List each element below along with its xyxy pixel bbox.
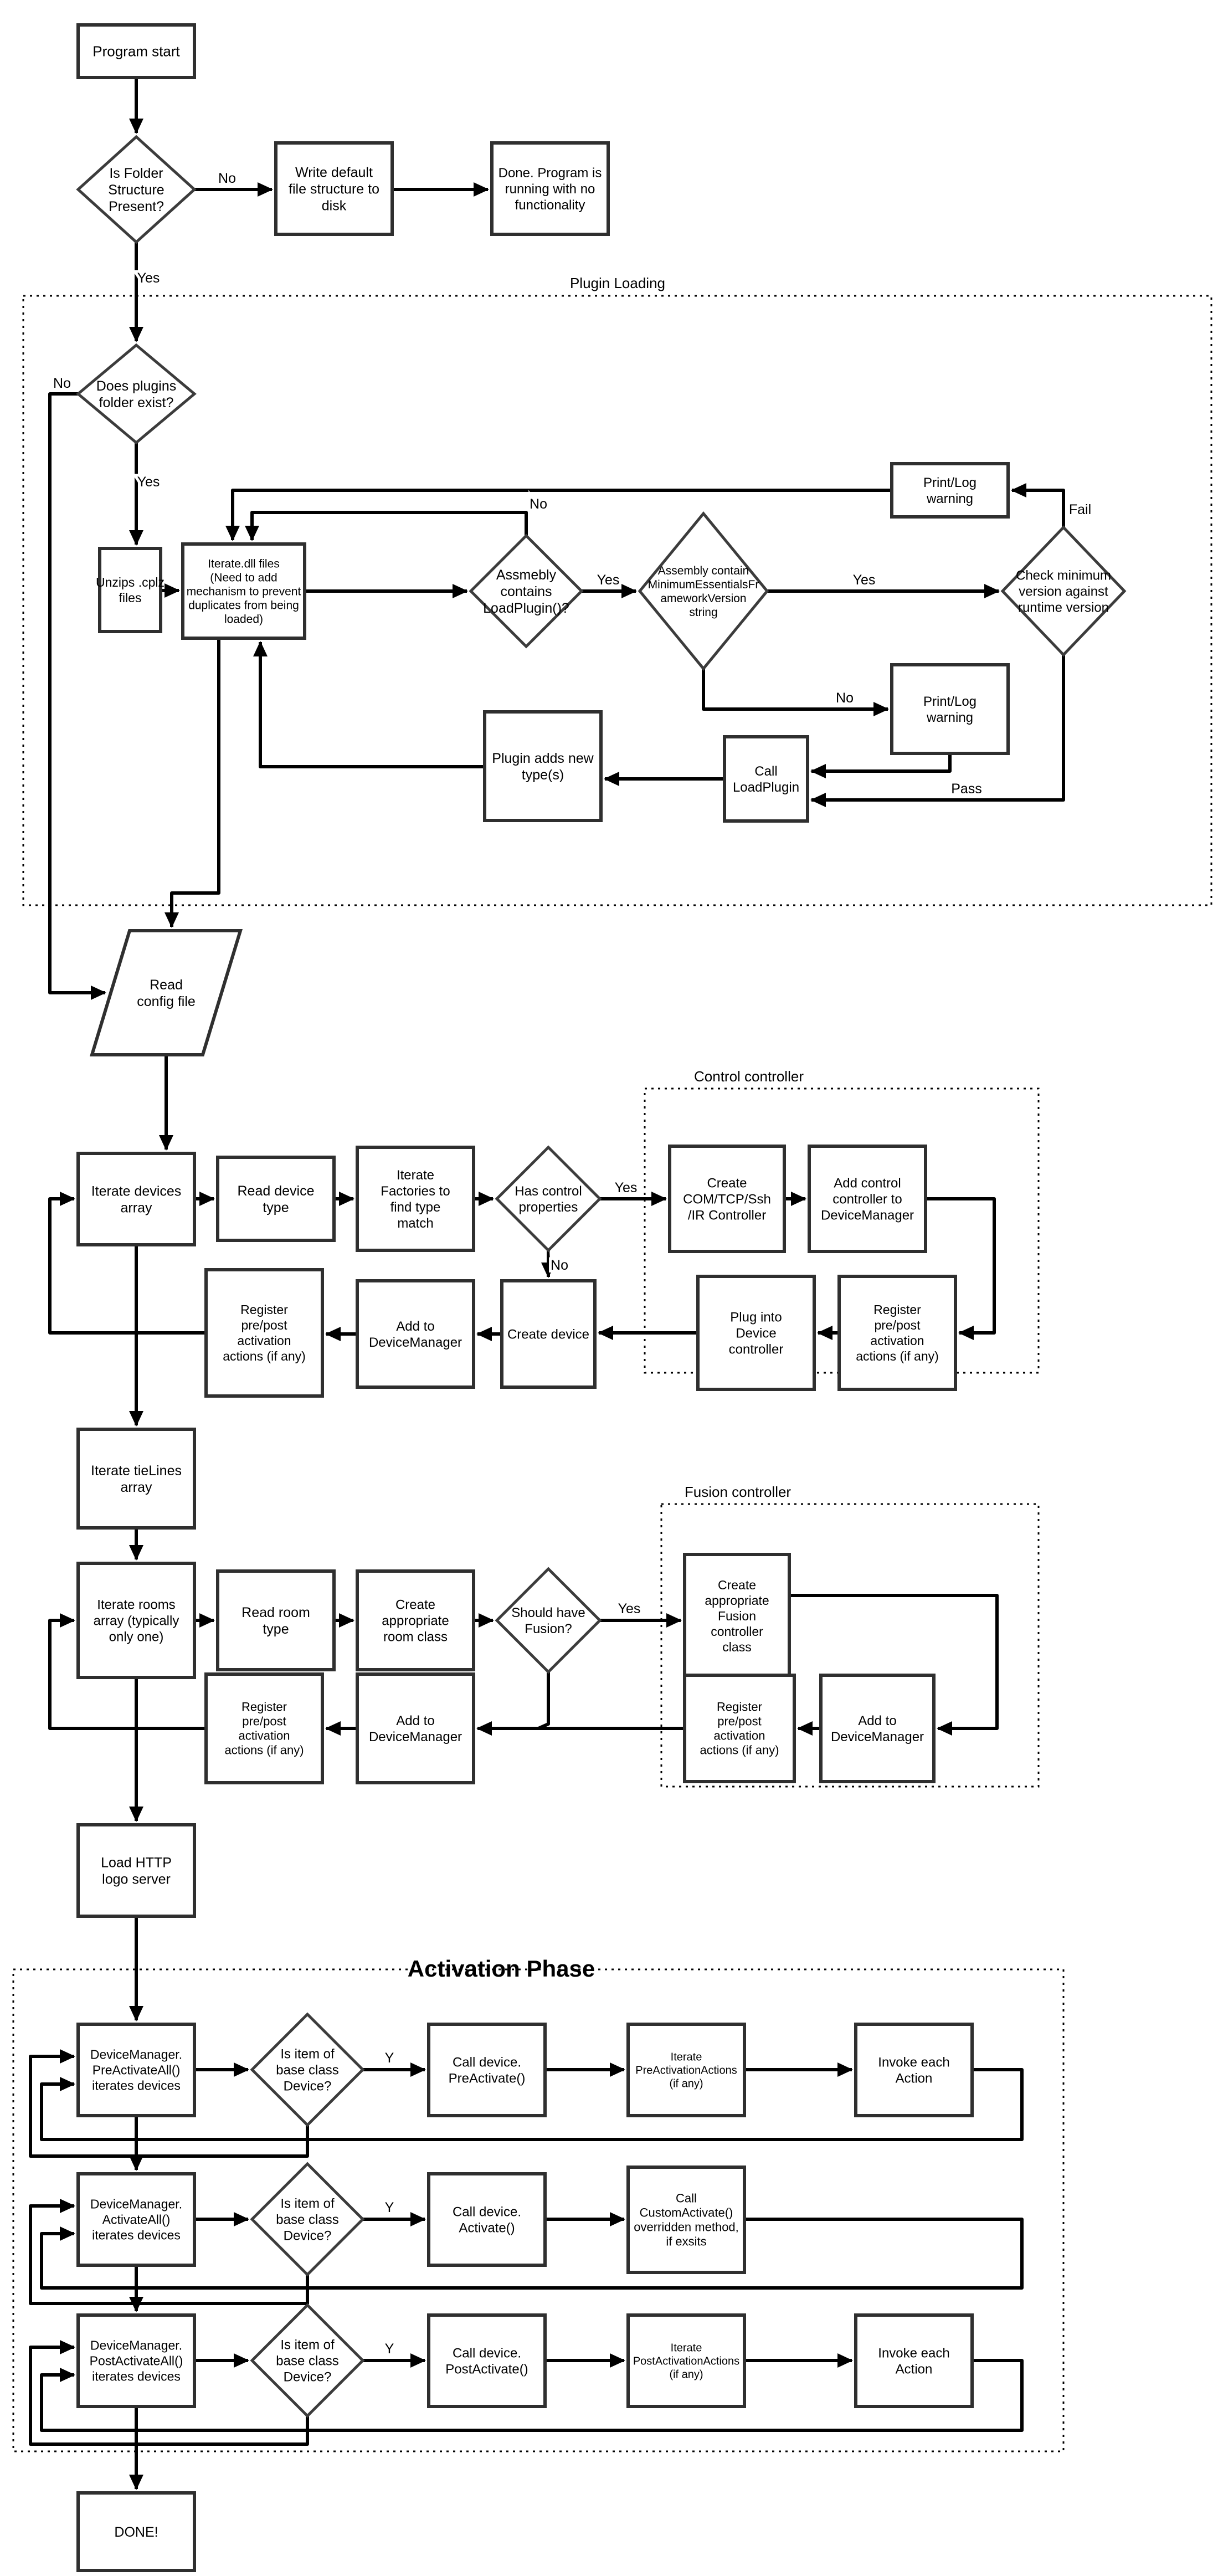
node-iterate-factories <box>357 1147 474 1250</box>
node-label-program-start: Program start <box>92 43 180 60</box>
node-label-load-http-logo-server: Load HTTP logo server <box>101 1855 172 1887</box>
node-label-iterate-postactivationactions: Iterate PostActivationActions (if any) <box>633 2342 740 2381</box>
nodes-layer <box>78 25 1124 2570</box>
node-label-iterate-preactivationactions: Iterate PreActivationActions (if any) <box>635 2051 737 2090</box>
node-label-read-room-type: Read room type <box>241 1604 310 1637</box>
node-invoke-each-action-pre <box>856 2024 972 2116</box>
edge-label-asmver-no: No <box>836 690 854 706</box>
edge-label-hascontrol-no: No <box>551 1258 568 1273</box>
node-label-plugin-adds-new-types: Plugin adds new type(s) <box>492 750 594 783</box>
node-print-log-warning-top <box>892 464 1008 517</box>
node-label-create-fusion-controller-class: Create appropriate Fusion controller class <box>705 1578 769 1655</box>
node-label-add-control-controller-to-devicemanager: Add control controller to DeviceManager <box>820 1176 914 1223</box>
decision-should-have-fusion <box>497 1569 600 1672</box>
node-label-assembly-contains-loadplugin: Assmebly contains LoadPlugin()? <box>483 567 569 616</box>
node-call-device-postactivate <box>429 2315 545 2406</box>
edge-checkver-fail <box>1012 490 1063 527</box>
node-call-device-preactivate <box>429 2024 545 2116</box>
node-label-read-config-file: Read config file <box>137 977 196 1009</box>
group-label-plugin-loading: Plugin Loading <box>569 275 666 291</box>
node-label-done-final: DONE! <box>114 2524 158 2540</box>
node-label-register-prepost-actions-fusion: Register pre/post activation actions (if any) <box>700 1700 779 1757</box>
node-label-print-log-warning-bottom: Print/Log warning <box>923 694 977 725</box>
node-call-loadplugin <box>724 737 808 821</box>
node-label-assembly-contains-version-string: Assembly contain MinimumEssentialsFr ameworkVersion string <box>647 564 759 619</box>
node-label-create-appropriate-room-class: Create appropriate room class <box>382 1597 449 1645</box>
node-invoke-each-action-post <box>856 2315 972 2406</box>
group-label-fusion-controller: Fusion controller <box>684 1484 792 1500</box>
decision-has-control-properties <box>497 1147 600 1250</box>
node-label-add-to-devicemanager-room: Add to DeviceManager <box>368 1713 462 1744</box>
edge-label-folder-no: No <box>218 171 236 186</box>
node-label-add-to-devicemanager-device: Add to DeviceManager <box>368 1318 462 1350</box>
edge-printlog-bottom-to-call <box>811 753 950 771</box>
edge-label-folder-yes: Yes <box>137 270 160 286</box>
node-iterate-devices-array <box>78 1153 194 1245</box>
edge-asmload-no <box>252 512 526 540</box>
node-label-iterate-dll-files: Iterate.dll files (Need to add mechanism to prevent duplicates from being loaded) <box>186 557 301 626</box>
node-label-invoke-each-action-post: Invoke each Action <box>878 2346 950 2377</box>
edge-label-plugins-no: No <box>53 376 71 391</box>
edge-asmver-no <box>703 669 888 709</box>
node-label-iterate-tielines-array: Iterate tieLines array <box>91 1463 182 1495</box>
edge-iterdll-to-read-config <box>172 638 219 927</box>
node-label-call-customactivate: Call CustomActivate() overridden method, if exsits <box>634 2191 739 2249</box>
node-label-register-prepost-actions-control: Register pre/post activation actions (if any) <box>856 1302 939 1364</box>
group-label-control-controller: Control controller <box>694 1068 804 1085</box>
node-label-is-item-base-class-device-1: Is item of base class Device? <box>276 2046 339 2094</box>
node-label-add-to-devicemanager-fusion: Add to DeviceManager <box>830 1713 924 1744</box>
node-label-iterate-devices-array: Iterate devices array <box>91 1183 182 1216</box>
node-print-log-warning-bottom <box>892 665 1008 753</box>
node-add-to-devicemanager-room <box>357 1674 474 1783</box>
node-label-register-prepost-actions-room: Register pre/post activation actions (if any) <box>224 1700 304 1757</box>
node-label-should-have-fusion: Should have Fusion? <box>511 1605 585 1636</box>
edge-label-checkver-fail: Fail <box>1068 502 1092 517</box>
edge-label-hascontrol-yes: Yes <box>614 1180 638 1195</box>
node-label-print-log-warning-top: Print/Log warning <box>923 475 977 506</box>
edge-label-base3-y: Y <box>384 2341 394 2357</box>
node-load-http-logo-server <box>78 1825 194 1916</box>
node-label-devicemanager-preactivateall: DeviceManager. PreActivateAll() iterates devices <box>90 2047 183 2093</box>
node-plugin-adds-new-types <box>485 712 601 820</box>
node-label-is-item-base-class-device-3: Is item of base class Device? <box>276 2337 339 2385</box>
edge-label-asmver-yes: Yes <box>852 572 876 588</box>
edge-label-fusion-yes: Yes <box>618 1601 641 1617</box>
node-read-config-file <box>92 931 240 1055</box>
edge-printlog-top-return <box>233 490 892 540</box>
edge-fusion-no-merge <box>526 1672 548 1728</box>
edge-plugin-adds-to-iterdll <box>260 642 485 767</box>
edge-plugins-no <box>50 394 105 993</box>
node-label-call-device-postactivate: Call device. PostActivate() <box>445 2346 528 2377</box>
node-label-call-loadplugin: Call LoadPlugin <box>732 763 800 795</box>
node-label-plug-into-device-controller: Plug into Device controller <box>728 1310 784 1357</box>
node-call-device-activate <box>429 2174 545 2265</box>
node-label-create-device: Create device <box>507 1327 590 1342</box>
node-label-write-default-file-structure: Write default file structure to disk <box>289 165 379 214</box>
node-label-register-prepost-actions-device: Register pre/post activation actions (if any) <box>223 1302 306 1364</box>
node-label-call-device-activate: Call device. Activate() <box>452 2204 522 2236</box>
edge-label-base1-y: Y <box>384 2050 394 2066</box>
node-label-devicemanager-postactivateall: DeviceManager. PostActivateAll() iterates devices <box>89 2338 183 2384</box>
node-label-has-control-properties: Has control properties <box>515 1183 582 1215</box>
node-read-device-type <box>218 1157 334 1240</box>
node-iterate-tielines-array <box>78 1429 194 1528</box>
edge-label-asmload-yes: Yes <box>597 572 620 588</box>
node-label-read-device-type: Read device type <box>237 1183 315 1215</box>
node-label-does-plugins-folder-exist: Does plugins folder exist? <box>96 378 177 410</box>
edge-label-base2-y: Y <box>384 2200 394 2215</box>
node-label-invoke-each-action-pre: Invoke each Action <box>878 2055 950 2086</box>
edge-label-plugins-yes: Yes <box>137 474 160 490</box>
node-label-unzips-cplz-files: Unzips .cplz files <box>96 575 165 605</box>
node-register-prepost-actions-device <box>206 1270 322 1396</box>
node-label-check-minimum-version: Check minimum version against runtime version <box>1015 568 1112 615</box>
node-unzips-cplz-files <box>100 548 161 632</box>
node-add-to-devicemanager-device <box>357 1281 474 1387</box>
node-label-call-device-preactivate: Call device. PreActivate() <box>448 2055 526 2086</box>
node-label-iterate-factories: Iterate Factories to find type match <box>381 1167 450 1231</box>
node-label-is-folder-structure-present: Is Folder Structure Present? <box>108 165 165 214</box>
decision-does-plugins-folder-exist <box>78 345 194 443</box>
group-label-activation-phase: Activation Phase <box>407 1956 595 1982</box>
node-add-to-devicemanager-fusion <box>821 1675 934 1782</box>
node-label-done-no-functionality: Done. Program is running with no functionality <box>498 165 602 213</box>
node-label-is-item-base-class-device-2: Is item of base class Device? <box>276 2196 339 2244</box>
edge-label-asmload-no: No <box>530 496 547 512</box>
node-label-iterate-rooms-array: Iterate rooms array (typically only one) <box>93 1597 179 1645</box>
node-read-room-type <box>218 1571 334 1670</box>
node-label-devicemanager-activateall: DeviceManager. ActivateAll() iterates devices <box>90 2197 183 2243</box>
node-register-prepost-actions-control <box>839 1276 955 1389</box>
edge-label-checkver-pass: Pass <box>951 781 982 797</box>
node-label-create-com-tcp-ssh-ir-controller: Create COM/TCP/Ssh /IR Controller <box>683 1176 771 1223</box>
decision-assembly-contains-version-string <box>640 514 767 669</box>
